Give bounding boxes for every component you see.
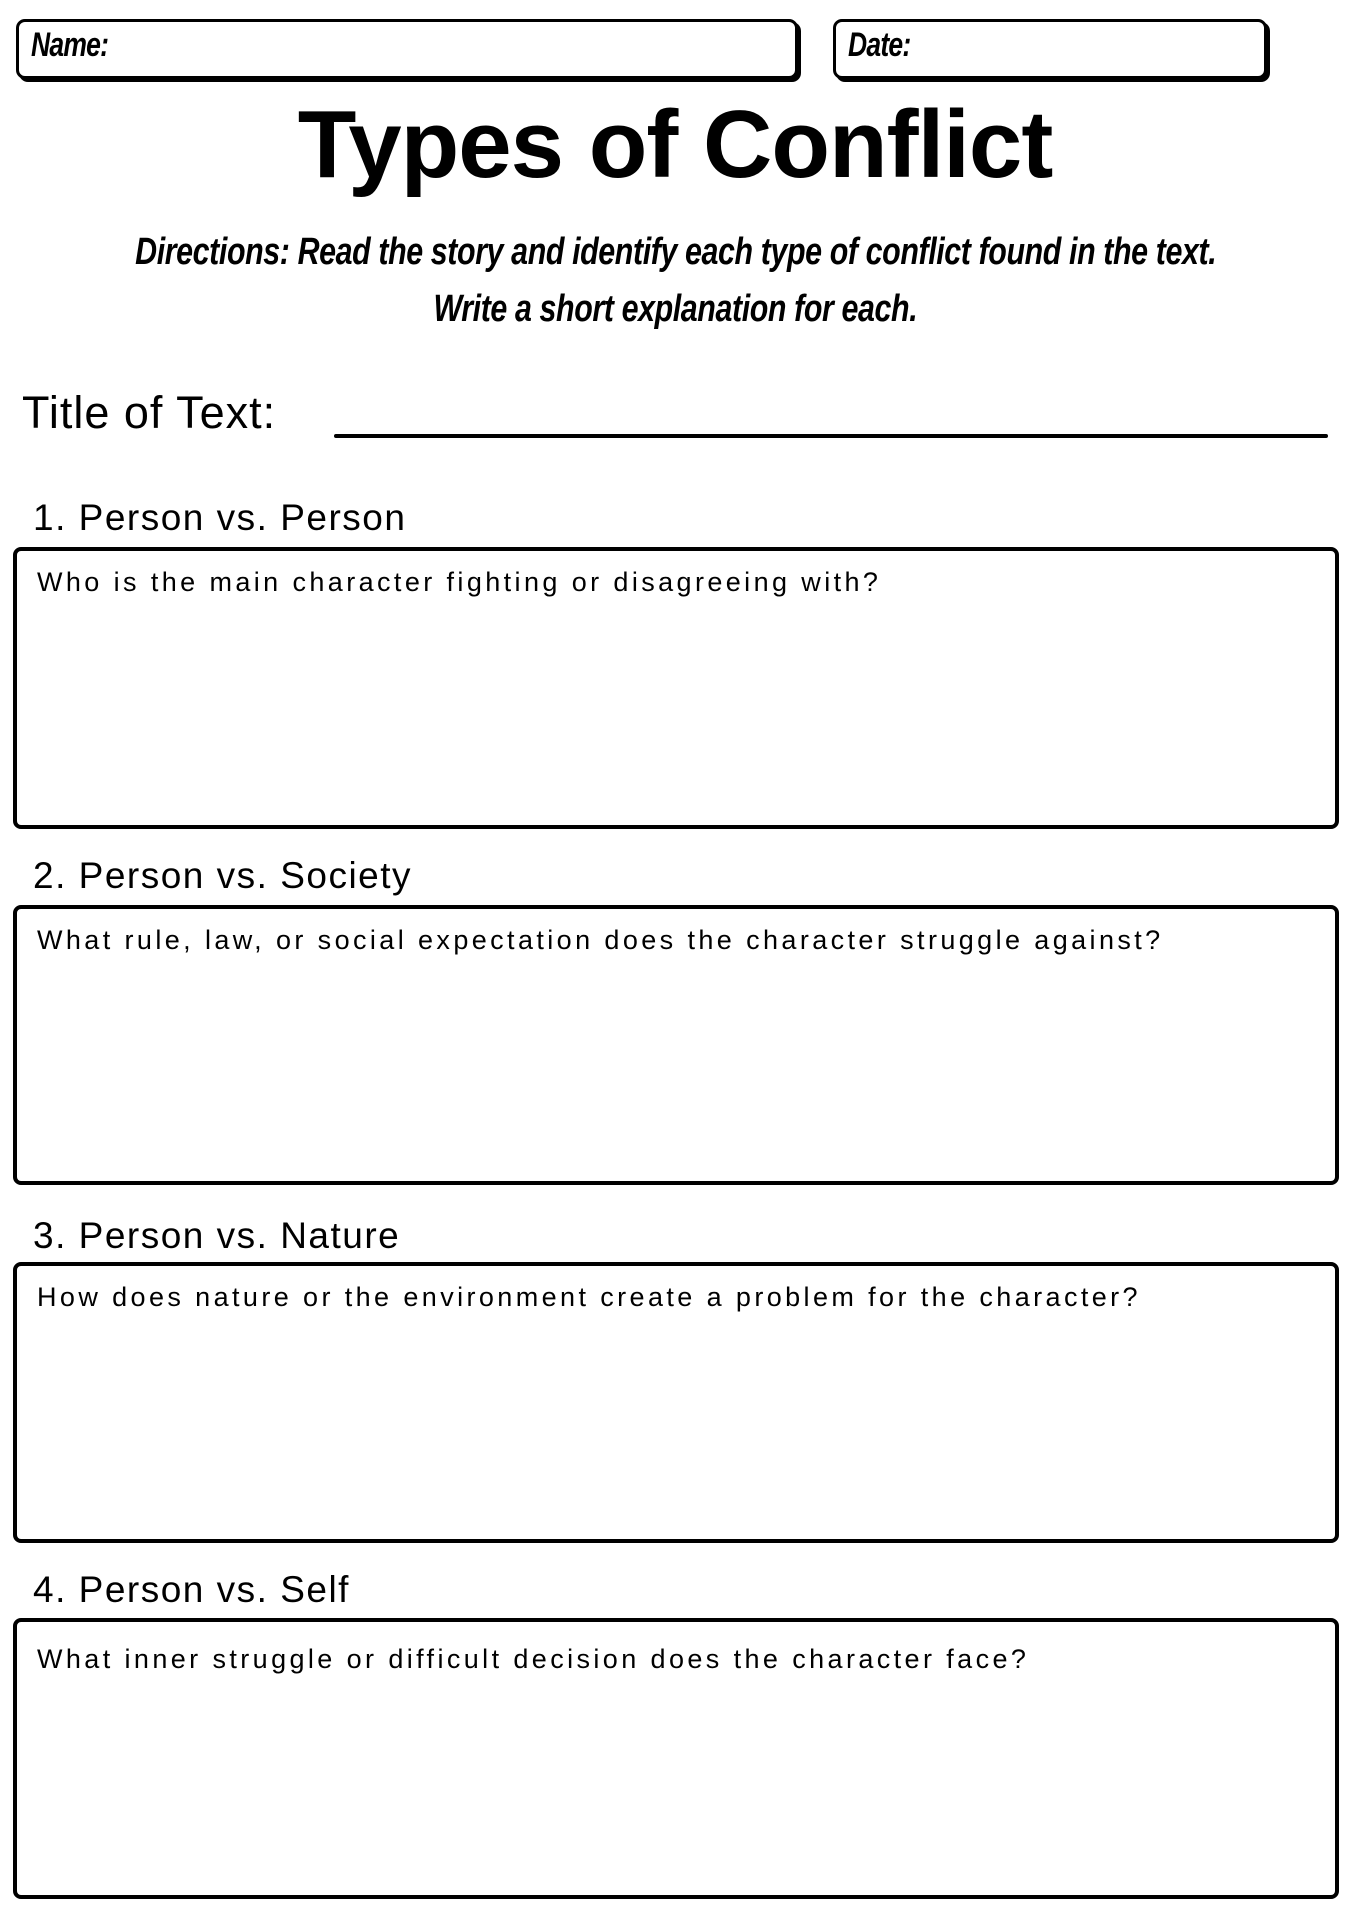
answer-box-person-vs-society[interactable] xyxy=(13,905,1339,1185)
name-label: Name: xyxy=(31,26,109,64)
answer-box-person-vs-person[interactable] xyxy=(13,547,1339,829)
date-label: Date: xyxy=(848,26,911,64)
section-heading-person-vs-nature: 3. Person vs. Nature xyxy=(33,1215,401,1256)
directions-line-2 xyxy=(0,287,1350,331)
question-person-vs-society: What rule, law, or social expectation does the character struggle against? xyxy=(37,925,1164,955)
question-person-vs-self: What inner struggle or difficult decision does the character face? xyxy=(37,1644,1030,1674)
title-of-text-label: Title of Text: xyxy=(22,387,277,438)
directions-text-2: Write a short explanation for each. xyxy=(433,288,917,330)
page-title: Types of Conflict xyxy=(297,91,1053,198)
question-person-vs-nature: How does nature or the environment create a problem for the character? xyxy=(37,1282,1141,1312)
answer-box-person-vs-nature[interactable] xyxy=(13,1262,1339,1543)
title-of-text-input-line[interactable] xyxy=(334,434,1328,438)
section-heading-person-vs-society: 2. Person vs. Society xyxy=(33,855,413,896)
directions-line-1 xyxy=(0,230,1350,274)
question-person-vs-person: Who is the main character fighting or disagreeing with? xyxy=(37,567,882,597)
date-field[interactable] xyxy=(833,19,1267,79)
section-heading-person-vs-self: 4. Person vs. Self xyxy=(33,1569,350,1610)
name-field[interactable] xyxy=(16,19,798,79)
answer-box-person-vs-self[interactable] xyxy=(13,1618,1339,1899)
directions-text-1: Directions: Read the story and identify each type of conflict found in the text. xyxy=(135,231,1217,273)
section-heading-person-vs-person: 1. Person vs. Person xyxy=(33,497,407,538)
